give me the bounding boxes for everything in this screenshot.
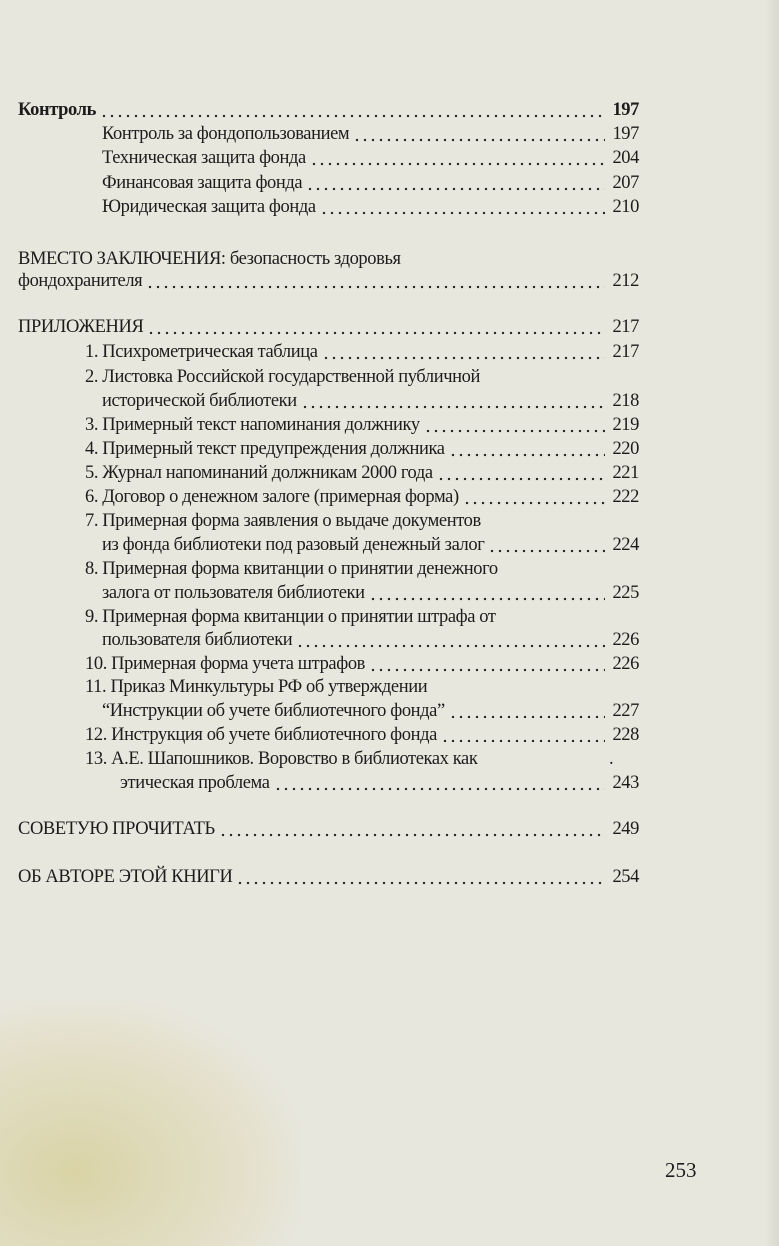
dot-leader: [463, 501, 605, 505]
page-edge: [765, 0, 779, 1246]
dot-leader: [424, 429, 605, 433]
toc-entry: 10. Примерная форма учета штрафов 226: [85, 654, 639, 674]
dot-leader: [147, 331, 605, 335]
toc-entry: залога от пользователя библиотеки 225: [102, 583, 639, 603]
toc-entry-line1: 7. Примерная форма заявления о выдаче документов: [85, 511, 481, 531]
dot-leader: [219, 833, 605, 837]
stray-dot: .: [609, 749, 614, 769]
toc-entry: 1. Психрометрическая таблица 217: [85, 342, 639, 362]
toc-entry: Контроль 197: [18, 100, 639, 120]
toc-entry: из фонда библиотеки под разовый денежный залог 224: [102, 535, 639, 555]
paper-stain: [0, 1000, 300, 1246]
dot-leader: [236, 881, 605, 885]
dot-leader: [322, 356, 605, 360]
dot-leader: [146, 285, 605, 289]
toc-entry-line1: ВМЕСТО ЗАКЛЮЧЕНИЯ: безопасность здоровья: [18, 249, 401, 269]
toc-entry: пользователя библиотеки 226: [102, 630, 639, 650]
dot-leader: [301, 405, 605, 409]
dot-leader: [441, 739, 605, 743]
toc-entry: Финансовая защита фонда 207: [102, 173, 639, 193]
toc-entry: этическая проблема 243: [120, 773, 639, 793]
dot-leader: [437, 477, 605, 481]
toc-entry: Контроль за фондопользованием 197: [102, 124, 639, 144]
toc-entry-line1: 11. Приказ Минкультуры РФ об утверждении: [85, 677, 428, 697]
dot-leader: [306, 187, 605, 191]
toc-entry: 12. Инструкция об учете библиотечного фонда 228: [85, 725, 639, 745]
toc-entry-line1: 2. Листовка Российской государственной публичной: [85, 367, 480, 387]
dot-leader: [369, 668, 605, 672]
toc-entry: “Инструкции об учете библиотечного фонда” 227: [102, 701, 639, 721]
dot-leader: [353, 138, 605, 142]
dot-leader: [320, 211, 605, 215]
toc-entry: 4. Примерный текст предупреждения должника 220: [85, 439, 639, 459]
dot-leader: [449, 715, 605, 719]
toc-entry: 3. Примерный текст напоминания должнику 219: [85, 415, 639, 435]
toc-entry-line1: 9. Примерная форма квитанции о принятии штрафа от: [85, 607, 496, 627]
toc-entry: фондохранителя 212: [18, 271, 639, 291]
toc-entry: Техническая защита фонда 204: [102, 148, 639, 168]
dot-leader: [369, 597, 605, 601]
toc-entry-line1: 13. А.Е. Шапошников. Воровство в библиотеках как .: [85, 749, 639, 773]
dot-leader: [449, 453, 605, 457]
page-number: 253: [665, 1158, 697, 1182]
dot-leader: [100, 114, 605, 118]
toc-entry: 5. Журнал напоминаний должникам 2000 года 221: [85, 463, 639, 483]
dot-leader: [296, 644, 605, 648]
dot-leader: [488, 549, 605, 553]
toc-entry: исторической библиотеки 218: [102, 391, 639, 411]
dot-leader: [274, 787, 605, 791]
toc-entry: Юридическая защита фонда 210: [102, 197, 639, 217]
toc-entry: ОБ АВТОРЕ ЭТОЙ КНИГИ 254: [18, 867, 639, 887]
toc-entry-line1: 8. Примерная форма квитанции о принятии денежного: [85, 559, 498, 579]
toc-entry: ПРИЛОЖЕНИЯ 217: [18, 317, 639, 337]
toc-entry: СОВЕТУЮ ПРОЧИТАТЬ 249: [18, 819, 639, 839]
toc-entry: 6. Договор о денежном залоге (примерная форма) 222: [85, 487, 639, 507]
dot-leader: [310, 162, 605, 166]
